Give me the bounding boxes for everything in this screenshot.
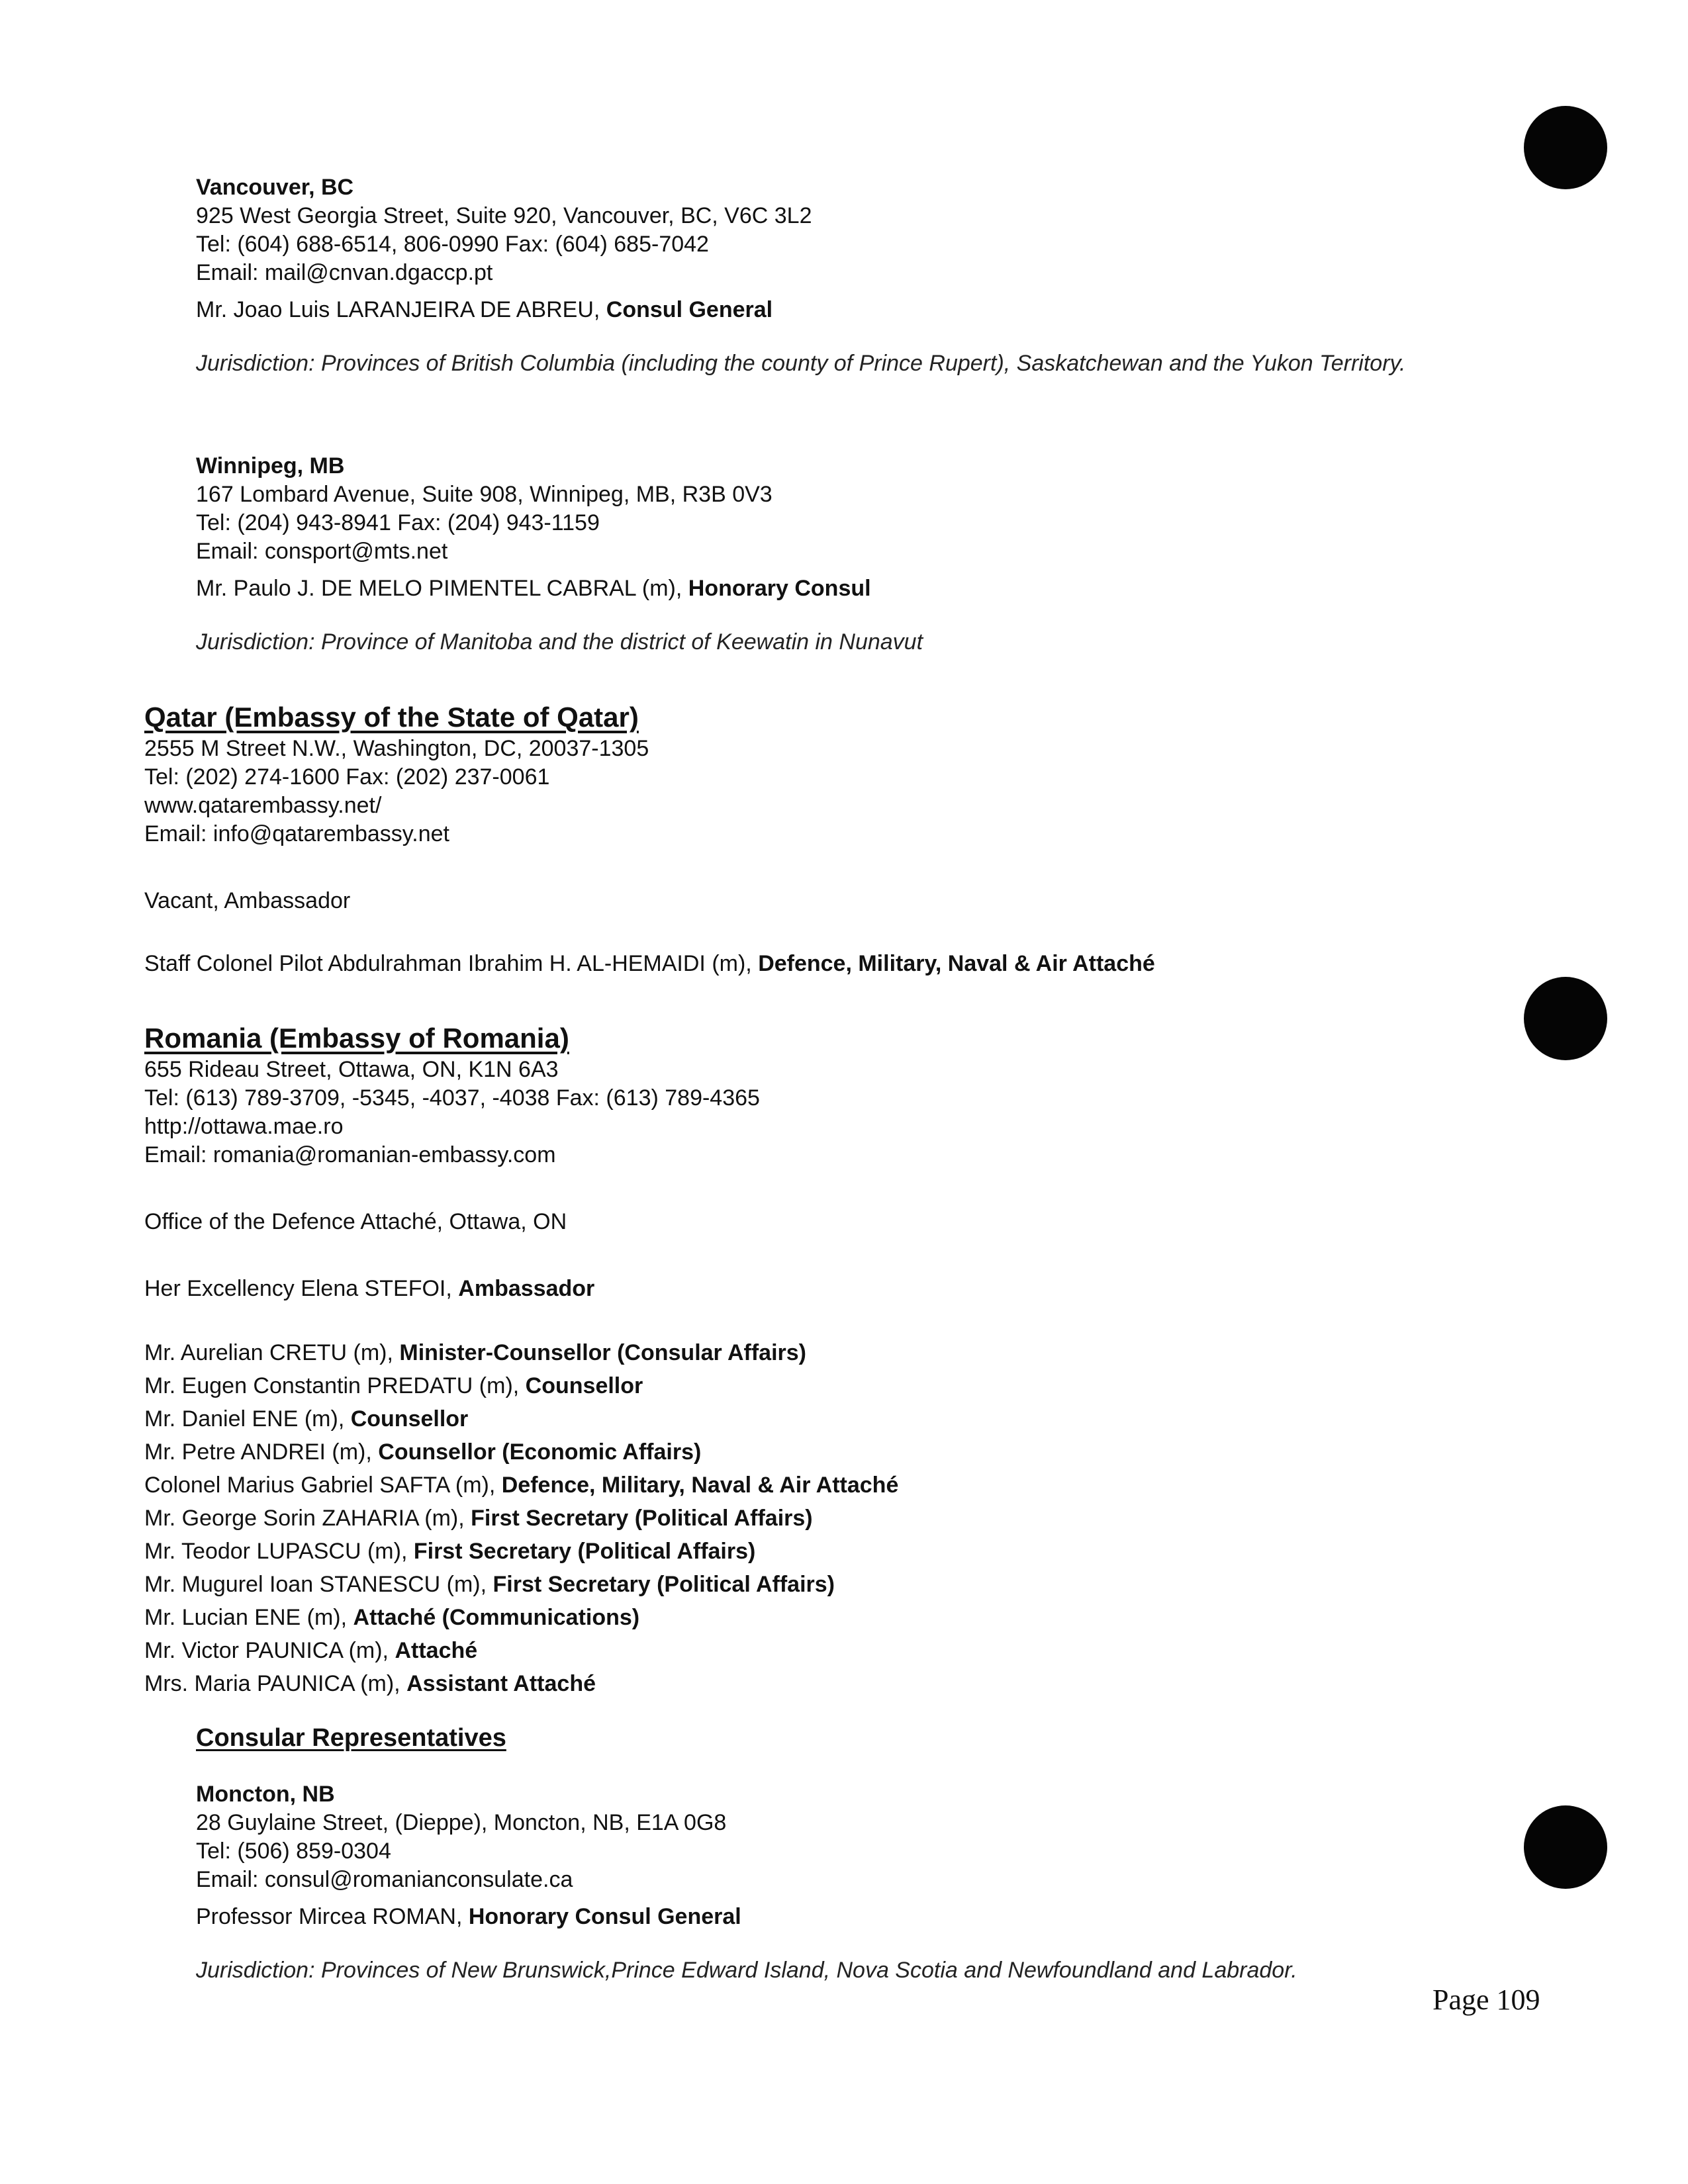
- email: Email: romania@romanian-embassy.com: [144, 1142, 556, 1167]
- staff-row: [144, 1568, 1468, 1601]
- official-name: Mr. Teodor LUPASCU (m),: [144, 1539, 408, 1564]
- official-title: First Secretary (Political Affairs): [492, 1572, 835, 1597]
- phone-fax: Tel: (506) 859-0304: [196, 1839, 391, 1864]
- official-name: Professor Mircea ROMAN,: [196, 1904, 463, 1929]
- staff-list: [144, 1336, 1468, 1700]
- phone-fax: Tel: (202) 274-1600 Fax: (202) 237-0061: [144, 764, 550, 790]
- official-name: Staff Colonel Pilot Abdulrahman Ibrahim H. AL-HEMAIDI (m),: [144, 951, 752, 976]
- address: 2555 M Street N.W., Washington, DC, 20037-1305: [144, 736, 649, 761]
- staff-row: [144, 1402, 1468, 1435]
- official-title: Consul General: [606, 297, 773, 322]
- country-heading: Qatar (Embassy of the State of Qatar): [144, 702, 639, 733]
- official-name: Her Excellency Elena STEFOI,: [144, 1276, 452, 1301]
- consulate-vancouver: [196, 173, 1454, 378]
- staff-row: [144, 1369, 1468, 1402]
- staff-row: [144, 1469, 1468, 1502]
- embassy-qatar: [144, 700, 1468, 978]
- address: 925 West Georgia Street, Suite 920, Vancouver, BC, V6C 3L2: [196, 203, 812, 228]
- email: Email: info@qatarembassy.net: [144, 821, 449, 846]
- embassy-romania: [144, 1021, 1468, 1700]
- staff-row: [144, 1634, 1468, 1667]
- address: 655 Rideau Street, Ottawa, ON, K1N 6A3: [144, 1057, 559, 1082]
- official-title: Counsellor: [525, 1373, 643, 1398]
- official: [196, 574, 1454, 603]
- official-title: Counsellor: [350, 1406, 469, 1432]
- jurisdiction: Jurisdiction: Province of Manitoba and the district of Keewatin in Nunavut: [196, 629, 923, 655]
- phone-fax: Tel: (613) 789-3709, -5345, -4037, -4038 Fax: (613) 789-4365: [144, 1085, 760, 1111]
- consulate-moncton: [196, 1780, 1520, 1985]
- staff-row: [144, 1336, 1468, 1369]
- official: [196, 296, 1454, 324]
- official-title: Attaché (Communications): [353, 1605, 640, 1630]
- official-name: Mr. Victor PAUNICA (m),: [144, 1638, 389, 1663]
- defence-attache-office: Office of the Defence Attaché, Ottawa, ON: [144, 1209, 567, 1234]
- official-name: Mr. Aurelian CRETU (m),: [144, 1340, 393, 1365]
- official-title: Honorary Consul General: [468, 1904, 741, 1929]
- official-name: Mr. Joao Luis LARANJEIRA DE ABREU,: [196, 297, 600, 322]
- country-heading: Romania (Embassy of Romania): [144, 1023, 569, 1054]
- page-number: Page 109: [1432, 1983, 1540, 2016]
- city-heading: Vancouver, BC: [196, 175, 354, 200]
- official-title: Defence, Military, Naval & Air Attaché: [758, 951, 1155, 976]
- jurisdiction: Jurisdiction: Provinces of New Brunswick,Prince Edward Island, Nova Scotia and Newfoundland and Labrador.: [196, 1958, 1297, 1983]
- official-name: Mr. Petre ANDREI (m),: [144, 1439, 372, 1465]
- ambassador: [144, 1275, 1468, 1303]
- official-name: Mr. Lucian ENE (m),: [144, 1605, 348, 1630]
- official-title: Assistant Attaché: [406, 1671, 596, 1696]
- address: 167 Lombard Avenue, Suite 908, Winnipeg, MB, R3B 0V3: [196, 482, 773, 507]
- city-heading: Moncton, NB: [196, 1782, 335, 1807]
- official-name: Colonel Marius Gabriel SAFTA (m),: [144, 1473, 496, 1498]
- official-title: First Secretary (Political Affairs): [413, 1539, 756, 1564]
- official-title: Ambassador: [458, 1276, 595, 1301]
- jurisdiction: Jurisdiction: Provinces of British Columbia (including the county of Prince Rupert), Saskatchewan and the Yukon Territory.: [196, 351, 1406, 376]
- official: [196, 1903, 1520, 1931]
- punch-hole-bottom: [1524, 1805, 1607, 1889]
- official-name: Mr. Paulo J. DE MELO PIMENTEL CABRAL (m),: [196, 576, 682, 601]
- consular-representatives: [196, 1722, 1520, 1985]
- official-title: Defence, Military, Naval & Air Attaché: [501, 1473, 899, 1498]
- staff-row: [144, 1667, 1468, 1700]
- official-name: Mr. Daniel ENE (m),: [144, 1406, 345, 1432]
- official-name: Mr. Mugurel Ioan STANESCU (m),: [144, 1572, 487, 1597]
- website-link[interactable]: www.qatarembassy.net/: [144, 793, 382, 818]
- official: [144, 950, 1468, 978]
- official-title: Attaché: [395, 1638, 478, 1663]
- official-title: First Secretary (Political Affairs): [471, 1506, 813, 1531]
- staff-row: [144, 1502, 1468, 1535]
- phone-fax: Tel: (204) 943-8941 Fax: (204) 943-1159: [196, 510, 600, 535]
- punch-hole-top: [1524, 106, 1607, 189]
- official-name: Mr. Eugen Constantin PREDATU (m),: [144, 1373, 520, 1398]
- official-title: Honorary Consul: [688, 576, 871, 601]
- address: 28 Guylaine Street, (Dieppe), Moncton, NB, E1A 0G8: [196, 1810, 727, 1835]
- official-name: Mrs. Maria PAUNICA (m),: [144, 1671, 400, 1696]
- punch-hole-middle: [1524, 977, 1607, 1060]
- email: Email: mail@cnvan.dgaccp.pt: [196, 260, 493, 285]
- city-heading: Winnipeg, MB: [196, 453, 345, 478]
- official-title: Counsellor (Economic Affairs): [378, 1439, 702, 1465]
- staff-row: [144, 1435, 1468, 1469]
- email: Email: consul@romanianconsulate.ca: [196, 1867, 573, 1892]
- ambassador: Vacant, Ambassador: [144, 888, 351, 913]
- staff-row: [144, 1535, 1468, 1568]
- email: Email: consport@mts.net: [196, 539, 448, 564]
- staff-row: [144, 1601, 1468, 1634]
- official-title: Minister-Counsellor (Consular Affairs): [399, 1340, 806, 1365]
- consulate-winnipeg: [196, 452, 1454, 657]
- phone-fax: Tel: (604) 688-6514, 806-0990 Fax: (604) 685-7042: [196, 232, 709, 257]
- official-name: Mr. George Sorin ZAHARIA (m),: [144, 1506, 465, 1531]
- website-link[interactable]: http://ottawa.mae.ro: [144, 1114, 344, 1139]
- section-heading: Consular Representatives: [196, 1724, 506, 1752]
